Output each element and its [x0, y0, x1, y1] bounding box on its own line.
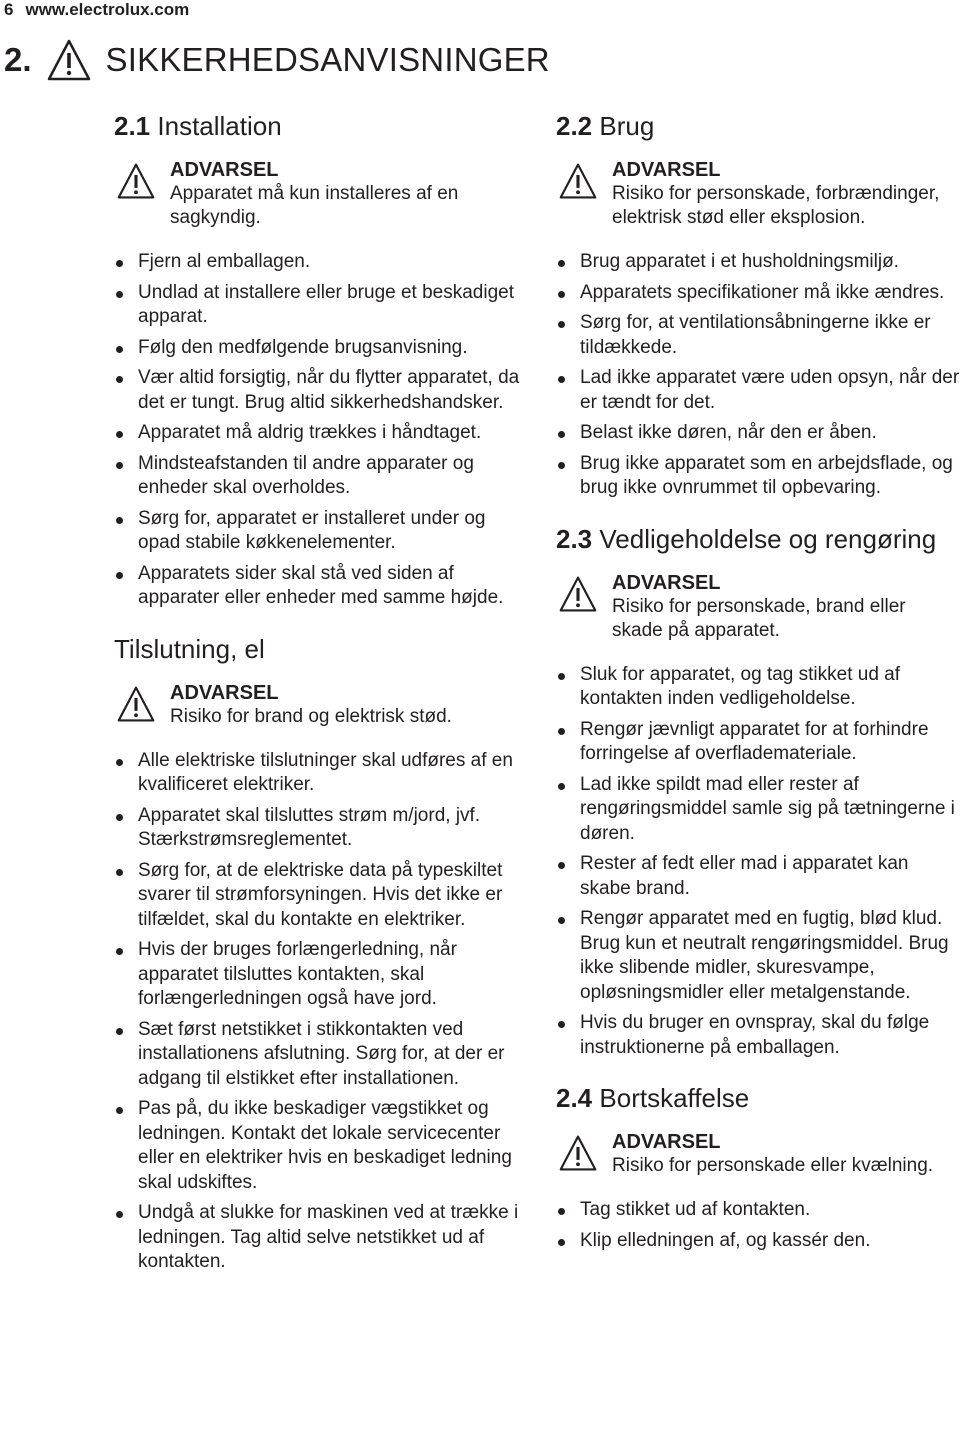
section-heading	[114, 110, 526, 142]
section-tilslutning	[114, 633, 526, 1275]
section-installation	[114, 110, 526, 611]
warning-text: Risiko for brand og elektrisk stød.	[170, 705, 452, 727]
bullet-list	[114, 749, 526, 1275]
list-item: Apparatet må aldrig trækkes i håndtaget.	[114, 421, 526, 446]
section-heading	[556, 523, 960, 555]
list-item: Rengør jævnligt apparatet for at forhindre forringelse af overflademateriale.	[556, 718, 960, 767]
list-item: Sæt først netstikket i stikkontakten ved installationens afslutning. Sørg for, at der er adgang til elstikket efter installationen.	[114, 1018, 526, 1092]
warning-text: Risiko for personskade eller kvælning.	[612, 1155, 934, 1176]
warning-label: ADVARSEL	[170, 681, 279, 704]
list-item: Pas på, du ikke beskadiger vægstikket og ledningen. Kontakt det lokale servicecenter eller en elektriker hvis en beskadiget ledning skal udskiftes.	[114, 1097, 526, 1195]
section-bortskaffelse	[556, 1082, 960, 1253]
section-vedligeholdelse	[556, 523, 960, 1061]
warning-triangle-icon	[556, 1130, 612, 1178]
warning-triangle-icon	[46, 38, 92, 82]
header-url: www.electrolux.com	[25, 0, 190, 19]
list-item: Brug ikke apparatet som en arbejdsflade, og brug ikke ovnrummet til opbevaring.	[556, 452, 960, 501]
list-item: Sørg for, at de elektriske data på typeskiltet svarer til strømforsyningen. Hvis det ikke er tilfældet, skal du kontakte en elektriker.	[114, 859, 526, 933]
bullet-list	[114, 250, 526, 611]
list-item: Belast ikke døren, når den er åben.	[556, 421, 960, 446]
list-item: Brug apparatet i et husholdningsmiljø.	[556, 250, 960, 275]
list-item: Hvis du bruger en ovnspray, skal du følge instruktionerne på emballagen.	[556, 1011, 960, 1060]
list-item: Apparatet skal tilsluttes strøm m/jord, jvf. Stærkstrømsreglementet.	[114, 804, 526, 853]
chapter-number: 2.	[4, 41, 32, 78]
list-item: Hvis der bruges forlængerledning, når apparatet tilsluttes kontakten, skal forlængerledningen også have jord.	[114, 938, 526, 1012]
list-item: Følg den medfølgende brugsanvisning.	[114, 336, 526, 361]
warning-triangle-icon	[556, 158, 612, 230]
page-number: 6	[4, 0, 14, 19]
warning-block	[114, 681, 526, 729]
chapter-title: SIKKERHEDSANVISNINGER	[105, 41, 550, 78]
list-item: Mindsteafstanden til andre apparater og enheder skal overholdes.	[114, 452, 526, 501]
warning-triangle-icon	[556, 571, 612, 643]
warning-triangle-icon	[114, 158, 170, 230]
warning-block	[556, 1130, 960, 1178]
warning-block	[556, 158, 960, 230]
warning-triangle-icon	[114, 681, 170, 729]
list-item: Undgå at slukke for maskinen ved at trække i ledningen. Tag altid selve netstikket ud af kontakten.	[114, 1201, 526, 1275]
warning-block	[114, 158, 526, 230]
list-item: Tag stikket ud af kontakten.	[556, 1198, 960, 1223]
section-title: Tilslutning, el	[114, 633, 265, 664]
section-brug	[556, 110, 960, 501]
list-item: Rengør apparatet med en fugtig, blød klud. Brug kun et neutralt rengøringsmiddel. Brug ikke slibende midler, skuresvampe, opløsningsmidler eller metalgenstande.	[556, 907, 960, 1005]
section-number: 2.3	[556, 523, 593, 554]
list-item: Lad ikke apparatet være uden opsyn, når der er tændt for det.	[556, 366, 960, 415]
warning-block	[556, 571, 960, 643]
list-item: Klip elledningen af, og kassér den.	[556, 1229, 960, 1254]
list-item: Sluk for apparatet, og tag stikket ud af kontakten inden vedligeholdelse.	[556, 663, 960, 712]
bullet-list	[556, 250, 960, 501]
page-header	[4, 0, 189, 20]
list-item: Rester af fedt eller mad i apparatet kan skabe brand.	[556, 852, 960, 901]
section-number: 2.1	[114, 111, 151, 141]
section-title: Vedligeholdelse og rengøring	[599, 523, 937, 554]
warning-text: Risiko for personskade, forbrændinger, elektrisk stød eller eksplosion.	[612, 183, 940, 228]
list-item: Vær altid forsigtig, når du flytter apparatet, da det er tungt. Brug altid sikkerhedshandsker.	[114, 366, 526, 415]
warning-label: ADVARSEL	[612, 1131, 721, 1153]
list-item: Sørg for, at ventilationsåbningerne ikke er tildækkede.	[556, 311, 960, 360]
warning-text: Risiko for personskade, brand eller skade på apparatet.	[612, 595, 906, 641]
list-item: Apparatets specifikationer må ikke ændres.	[556, 281, 960, 306]
section-title: Bortskaffelse	[599, 1083, 750, 1113]
bullet-list	[556, 1198, 960, 1253]
list-item: Undlad at installere eller bruge et beskadiget apparat.	[114, 281, 526, 330]
list-item: Apparatets sider skal stå ved siden af apparater eller enheder med samme højde.	[114, 562, 526, 611]
list-item: Sørg for, apparatet er installeret under og opad stabile køkkenelementer.	[114, 507, 526, 556]
bullet-list	[556, 663, 960, 1061]
warning-label: ADVARSEL	[170, 159, 279, 181]
right-column	[556, 110, 960, 1259]
warning-label: ADVARSEL	[612, 571, 721, 594]
section-number: 2.4	[556, 1083, 593, 1113]
warning-label: ADVARSEL	[612, 159, 721, 181]
warning-text: Apparatet må kun installeres af en sagkyndig.	[170, 183, 459, 228]
list-item: Alle elektriske tilslutninger skal udføres af en kvalificeret elektriker.	[114, 749, 526, 798]
section-title: Installation	[157, 111, 282, 141]
section-number: 2.2	[556, 111, 593, 141]
section-title: Brug	[599, 111, 655, 141]
left-column	[114, 110, 526, 1281]
list-item: Lad ikke spildt mad eller rester af rengøringsmiddel samle sig på tætningerne i døren.	[556, 773, 960, 847]
section-heading	[556, 1082, 960, 1114]
section-heading	[556, 110, 960, 142]
chapter-heading	[4, 34, 550, 86]
list-item: Fjern al emballagen.	[114, 250, 526, 275]
